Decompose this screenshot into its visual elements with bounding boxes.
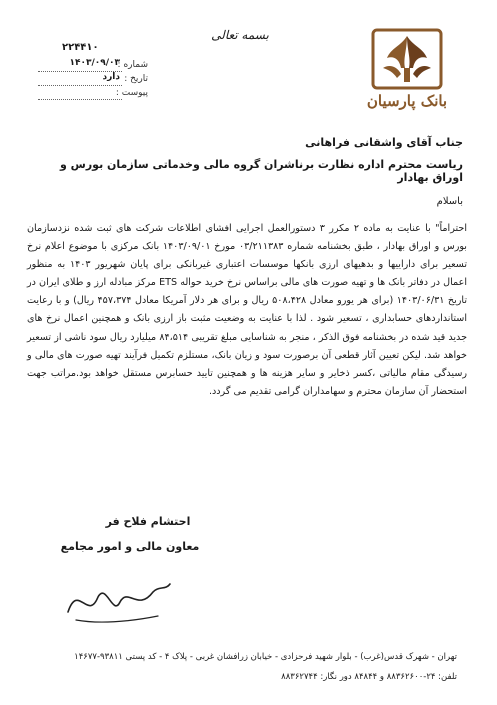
meta-date-label: تاریخ :	[124, 74, 148, 84]
bismillah-heading: بسمه تعالی	[211, 28, 269, 42]
footer-address: تهران - شهرک قدس(غرب) - بلوار شهید فرحزادی - خیابان زرافشان غربی - پلاک ۴ - کد پستی ۹۳۸۱۱-۱۴۶۷۷	[74, 652, 457, 662]
signatory-title: معاون مالی و امور مجامع	[60, 540, 200, 553]
bank-emblem-icon	[371, 28, 443, 90]
signatory-name: احتشام فلاح فر	[105, 515, 191, 528]
greeting: باسلام	[436, 196, 463, 207]
meta-attachment-value: دارد	[102, 72, 120, 82]
handwritten-signature	[58, 572, 178, 632]
footer-phone: تلفن: ۲۴-۸۸۳۶۲۶۰۰ و ۸۴۸۴۴ دور نگار: ۸۸۳۶۲۷۴۴	[281, 672, 457, 682]
bank-name: بانک پارسیان	[366, 92, 448, 110]
meta-date-value: ۱۴۰۳/۰۹/۰۳	[69, 58, 120, 68]
letter-meta	[38, 60, 148, 102]
addressee-name: جناب آقای واشقانی فراهانی	[305, 136, 463, 149]
reference-number: ۲۲۴۴۱۰	[62, 42, 99, 53]
letter-body: احتراماً" با عنایت به ماده ۲ مکرر ۳ دستورالعمل اجرایی افشای اطلاعات شرکت های ثبت شده نزدسازمان بورس و اوراق بهادار ، طبق بخشنامه شماره ۰۳/۲۱۱۳۸۳ مورخ ۱۴۰۳/۰۹/۰۱ بانک مرکزی با موضوع اعلام نرخ تسعیر برای داراییها و بدهیهای ارزی بانکها موسسات اعتباری غیربانکی برای پایان شهریور ۱۴۰۳ به منظور اعمال در دفاتر بانک ها و تهیه صورت های مالی براساس نرخ خرید حواله ETS مرکز مبادله ارز و طلای ایران در تاریخ ۱۴۰۳/۰۶/۳۱ (برای هر یورو معادل ۵۰۸،۴۲۸ ریال و برای هر دلار آمریکا معادل ۴۵۷،۳۷۴ ریال) و با رعایت استانداردهای حسابداری ، تسعیر شود . لذا با عنایت به وضعیت مثبت باز ارزی بانک و همچنین اعمال نرخ های جدید قید شده در بخشنامه فوق الذکر ، منجر به شناسایی مبلغ تقریبی ۸۴،۵۱۴ میلیارد ریال سود ناشی از تسعیر خواهد شد. لیکن تعیین آثار قطعی آن برصورت سود و زیان بانک، مستلزم تکمیل فرآیند تهیه صورت های مالی و رسیدگی مقام مالیاتی ،کسر ذخایر و سایر هزینه ها و همچنین تایید حسابرس مستقل خواهد بود.مراتب جهت استحضار آن سازمان محترم و سهامداران گرامی تقدیم می گردد.	[27, 223, 467, 397]
meta-number-label: شماره :	[117, 60, 148, 70]
meta-attachment-label: پیوست :	[115, 88, 148, 98]
addressee-title: ریاست محترم اداره نظارت برناشران گروه مالی وخدماتی سازمان بورس و اوراق بهادار	[60, 158, 463, 184]
bank-logo	[347, 28, 467, 124]
